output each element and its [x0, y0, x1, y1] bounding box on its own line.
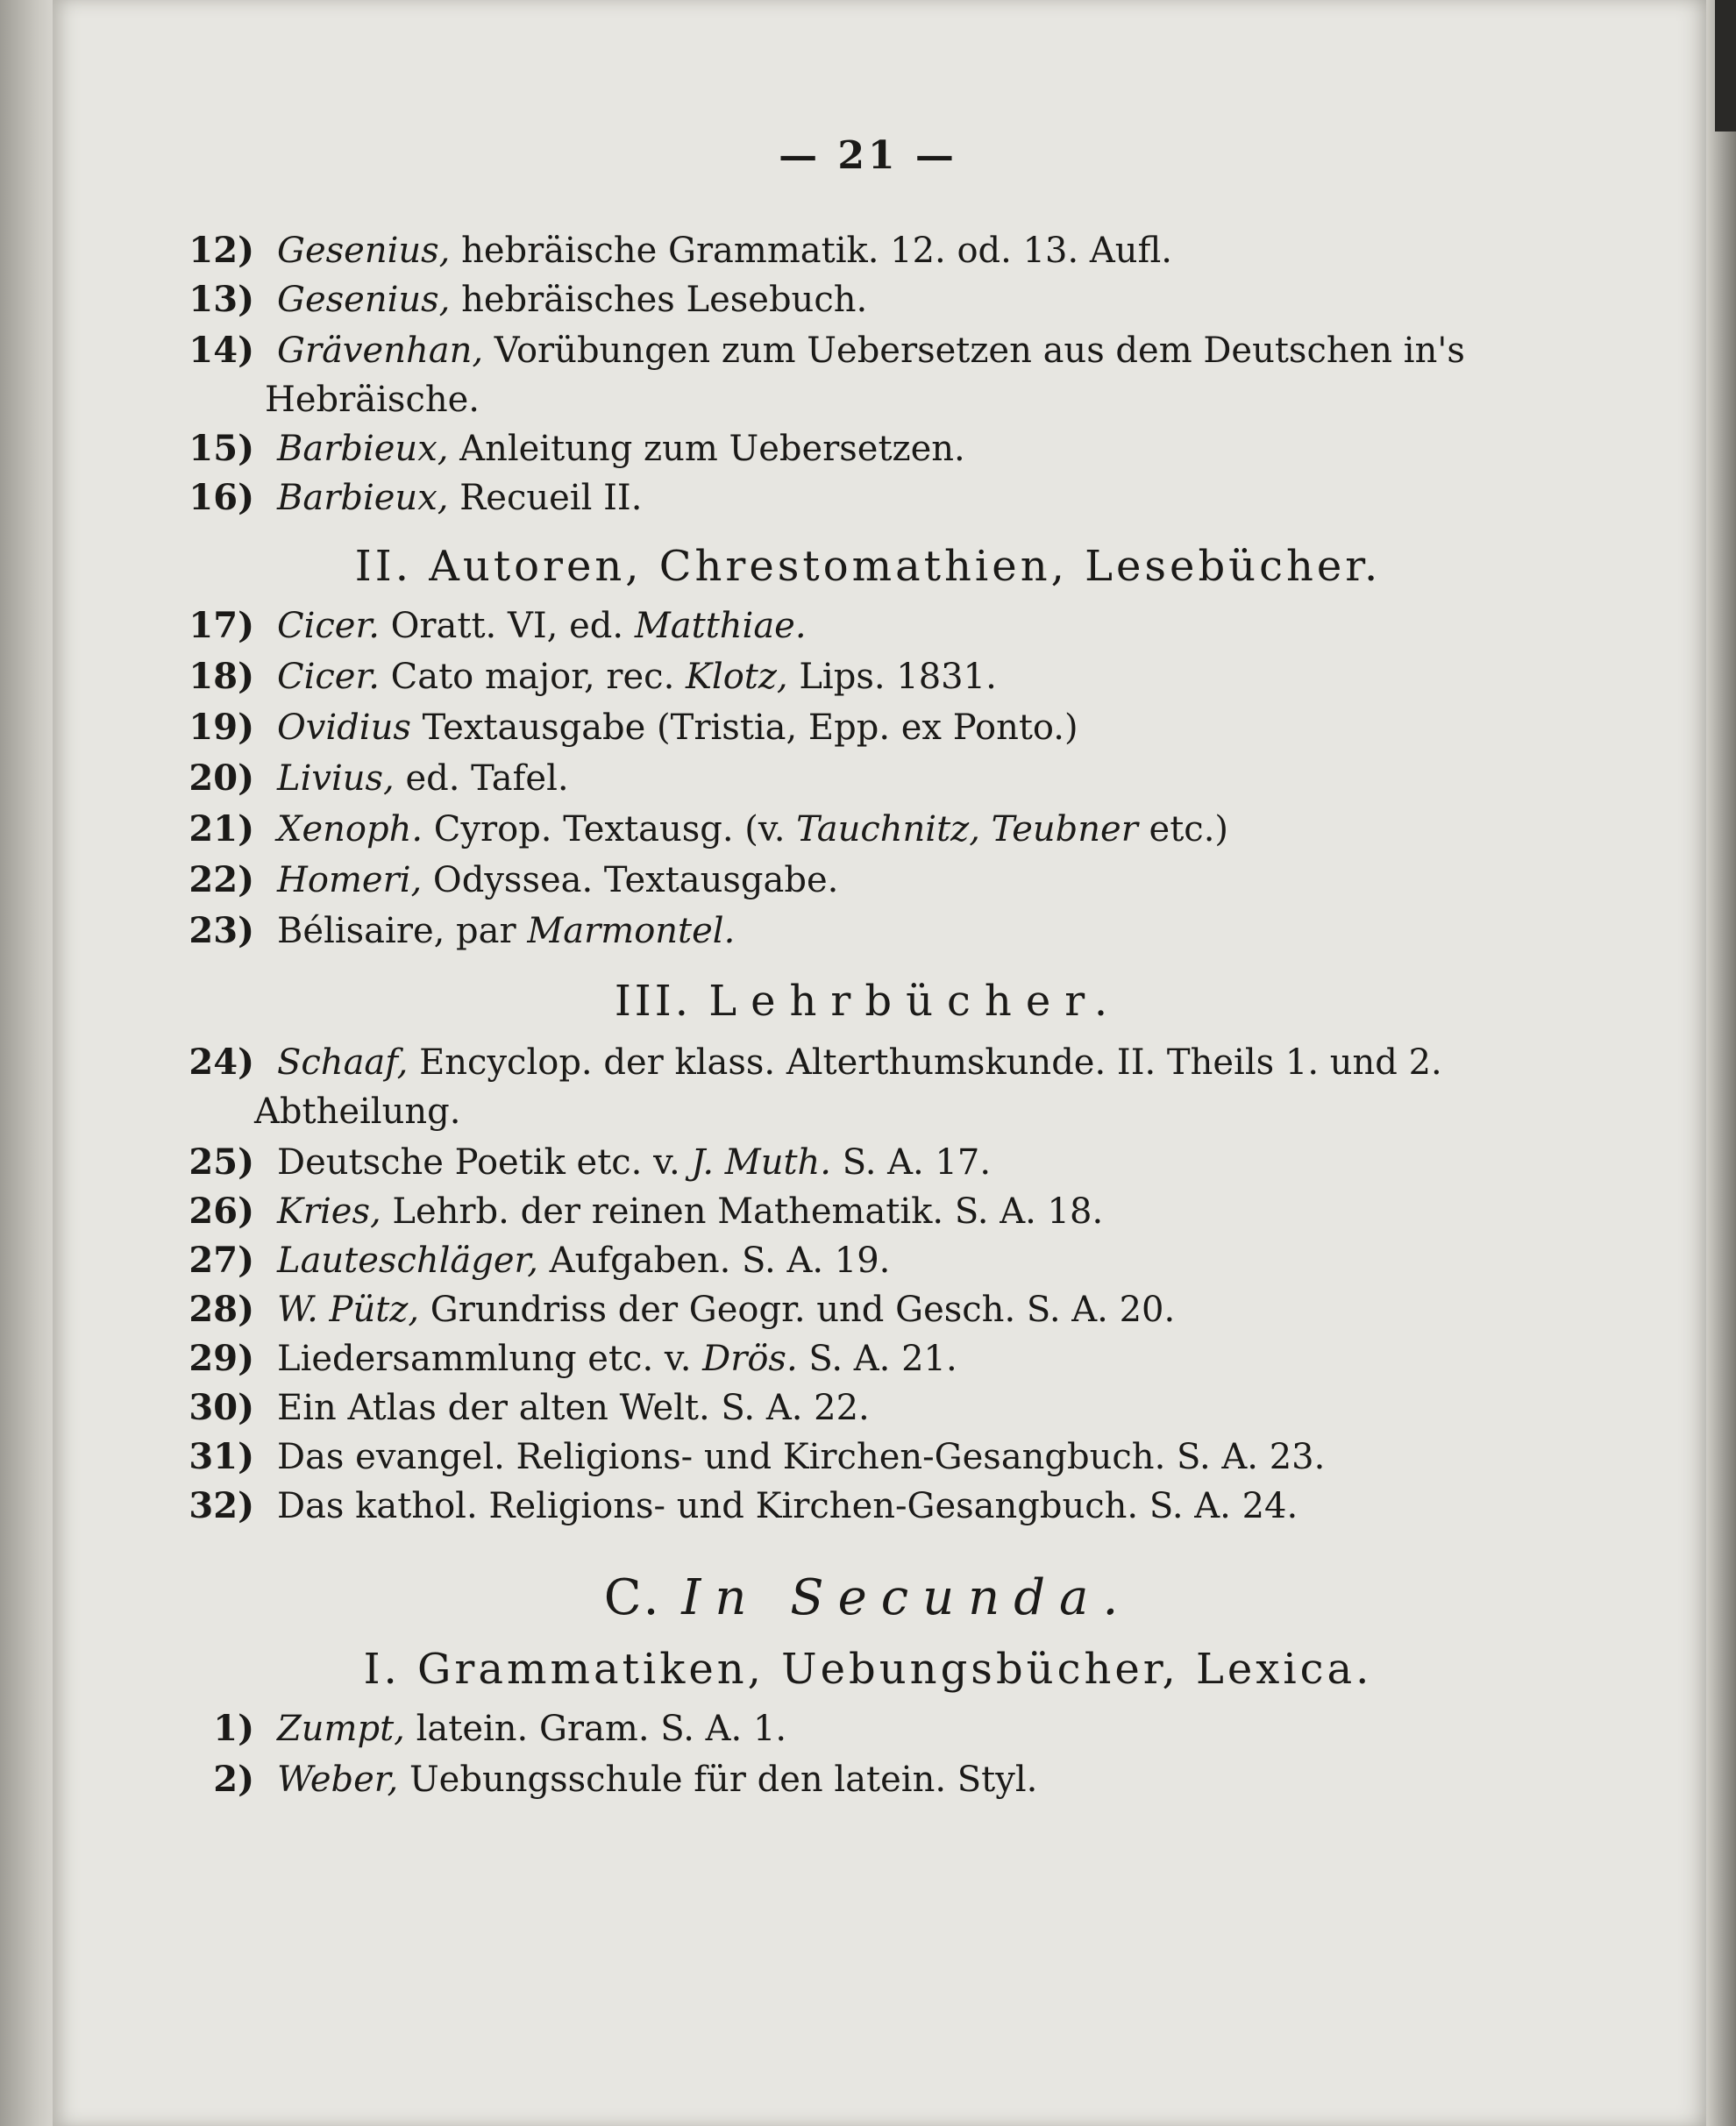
item-editor: Drös. — [702, 1339, 798, 1379]
item-text: Odyssea. Textausgabe. — [422, 860, 839, 900]
item-text: Das kathol. Religions- und Kirchen-Gesangbuch. S. A. 24. — [277, 1486, 1298, 1526]
list-item — [162, 1482, 1477, 1531]
item-text: Textausgabe (Tristia, Epp. ex Ponto.) — [410, 707, 1078, 748]
item-number: 19) — [189, 707, 254, 748]
item-text: Deutsche Poetik etc. v. — [277, 1142, 692, 1183]
page-edge-shadow — [1715, 0, 1736, 132]
item-author: Gesenius, — [277, 231, 451, 271]
item-number: 14) — [189, 330, 254, 371]
item-text: hebräische Grammatik. 12. od. 13. Aufl. — [450, 231, 1172, 271]
item-number: 15) — [189, 428, 254, 469]
section-title: Lehrbücher. — [708, 977, 1122, 1026]
item-text: Lehrb. der reinen Mathematik. S. A. 18. — [381, 1191, 1104, 1232]
item-text-tail: S. A. 21. — [797, 1339, 957, 1379]
list-item — [162, 1755, 1477, 1804]
item-author: Xenoph. — [277, 809, 423, 850]
item-number: 18) — [189, 656, 254, 697]
item-continuation: Abtheilung. — [254, 1091, 461, 1132]
item-number: 31) — [189, 1436, 254, 1477]
item-number: 32) — [189, 1485, 254, 1526]
section-heading — [0, 542, 1736, 591]
item-text: Oratt. VI, ed. — [379, 606, 635, 646]
list-item — [162, 1038, 1477, 1087]
list-item — [162, 1236, 1477, 1285]
item-text: Cyrop. Textausg. (v. — [423, 809, 797, 850]
item-author: Weber, — [277, 1760, 399, 1800]
list-item — [162, 1285, 1477, 1334]
list-item — [162, 1187, 1477, 1236]
item-number: 1) — [213, 1708, 254, 1749]
item-author: Kries, — [277, 1191, 381, 1232]
list-item — [162, 473, 1477, 523]
item-author: Livius, — [277, 758, 395, 799]
section-roman: I. — [363, 1645, 401, 1694]
item-author: W. Pütz, — [277, 1290, 420, 1330]
item-number: 22) — [189, 859, 254, 900]
item-author: Zumpt, — [277, 1709, 405, 1749]
item-author: Barbieux, — [277, 478, 449, 518]
list-item — [162, 703, 1477, 752]
list-item — [162, 424, 1477, 473]
item-number: 24) — [189, 1042, 254, 1083]
section-roman: III. — [614, 977, 692, 1026]
page-number-header: — 21 — — [779, 133, 957, 178]
list-item — [162, 856, 1477, 905]
item-author: Cicer. — [277, 657, 380, 697]
item-text-tail: etc.) — [1137, 809, 1229, 850]
item-author: Barbieux, — [277, 429, 449, 469]
item-number: 30) — [189, 1387, 254, 1428]
item-number: 27) — [189, 1240, 254, 1281]
item-text: ed. Tafel. — [394, 758, 569, 799]
item-number: 16) — [189, 477, 254, 518]
item-number: 28) — [189, 1289, 254, 1330]
item-author: Schaaf, — [277, 1042, 409, 1083]
item-number: 23) — [189, 910, 254, 951]
item-author: Homeri, — [277, 860, 423, 900]
list-item — [162, 1138, 1477, 1187]
item-editor: Matthiae. — [634, 606, 807, 646]
list-item — [162, 754, 1477, 803]
item-editor: Marmontel. — [527, 911, 736, 951]
item-text: Aufgaben. S. A. 19. — [537, 1241, 891, 1281]
item-text: hebräisches Lesebuch. — [450, 280, 868, 320]
item-text: Uebungsschule für den latein. Styl. — [398, 1760, 1038, 1800]
list-item — [162, 601, 1477, 651]
list-item — [162, 226, 1477, 275]
item-text: Grundriss der Geogr. und Gesch. S. A. 20. — [419, 1290, 1176, 1330]
item-text: Vorübungen zum Uebersetzen aus dem Deutschen in's — [483, 331, 1465, 371]
item-text: Liedersammlung etc. v. — [277, 1339, 703, 1379]
item-author: Cicer. — [277, 606, 380, 646]
item-number: 13) — [189, 279, 254, 320]
item-editor: Klotz, — [686, 657, 788, 697]
section-title: Autoren, Chrestomathien, Lesebücher. — [429, 542, 1382, 591]
list-item — [162, 907, 1477, 956]
part-title: In Secunda. — [681, 1569, 1133, 1626]
list-item — [162, 652, 1477, 701]
list-item — [162, 1383, 1477, 1433]
list-item — [162, 275, 1477, 324]
section-title: Grammatiken, Uebungsbücher, Lexica. — [417, 1645, 1373, 1694]
item-text: Das evangel. Religions- und Kirchen-Gesangbuch. S. A. 23. — [277, 1437, 1326, 1477]
list-item — [162, 1334, 1477, 1383]
item-author: Grävenhan, — [277, 331, 484, 371]
item-text: Bélisaire, par — [277, 911, 528, 951]
item-author: Gesenius, — [277, 280, 451, 320]
part-heading — [0, 1569, 1736, 1626]
item-number: 26) — [189, 1191, 254, 1232]
item-text: latein. Gram. S. A. 1. — [404, 1709, 787, 1749]
section-heading — [0, 977, 1736, 1026]
item-author: Lauteschläger, — [277, 1241, 538, 1281]
item-text-tail: S. A. 17. — [831, 1142, 992, 1183]
item-editor: Tauchnitz, Teubner — [796, 809, 1138, 850]
item-number: 21) — [189, 808, 254, 850]
item-text-tail: Lips. 1831. — [787, 657, 997, 697]
list-item — [162, 1704, 1477, 1753]
page-edge-right — [1706, 0, 1736, 2126]
item-editor: J. Muth. — [691, 1142, 832, 1183]
item-text: Anleitung zum Uebersetzen. — [448, 429, 965, 469]
item-number: 2) — [213, 1759, 254, 1800]
part-letter: C. — [603, 1569, 663, 1626]
item-text: Cato major, rec. — [379, 657, 687, 697]
list-item — [162, 805, 1477, 854]
item-continuation: Hebräische. — [265, 380, 480, 420]
section-heading — [0, 1645, 1736, 1694]
section-roman: II. — [354, 542, 412, 591]
item-text: Recueil II. — [448, 478, 643, 518]
list-item — [162, 1433, 1477, 1482]
item-number: 12) — [189, 230, 254, 271]
item-author: Ovidius — [277, 707, 411, 748]
item-number: 25) — [189, 1141, 254, 1183]
item-number: 29) — [189, 1338, 254, 1379]
item-text: Ein Atlas der alten Welt. S. A. 22. — [277, 1388, 870, 1428]
list-item — [162, 326, 1477, 375]
item-text: Encyclop. der klass. Alterthumskunde. II. Theils 1. und 2. — [408, 1042, 1442, 1083]
page-gutter-left — [0, 0, 53, 2126]
item-number: 20) — [189, 757, 254, 799]
item-number: 17) — [189, 605, 254, 646]
